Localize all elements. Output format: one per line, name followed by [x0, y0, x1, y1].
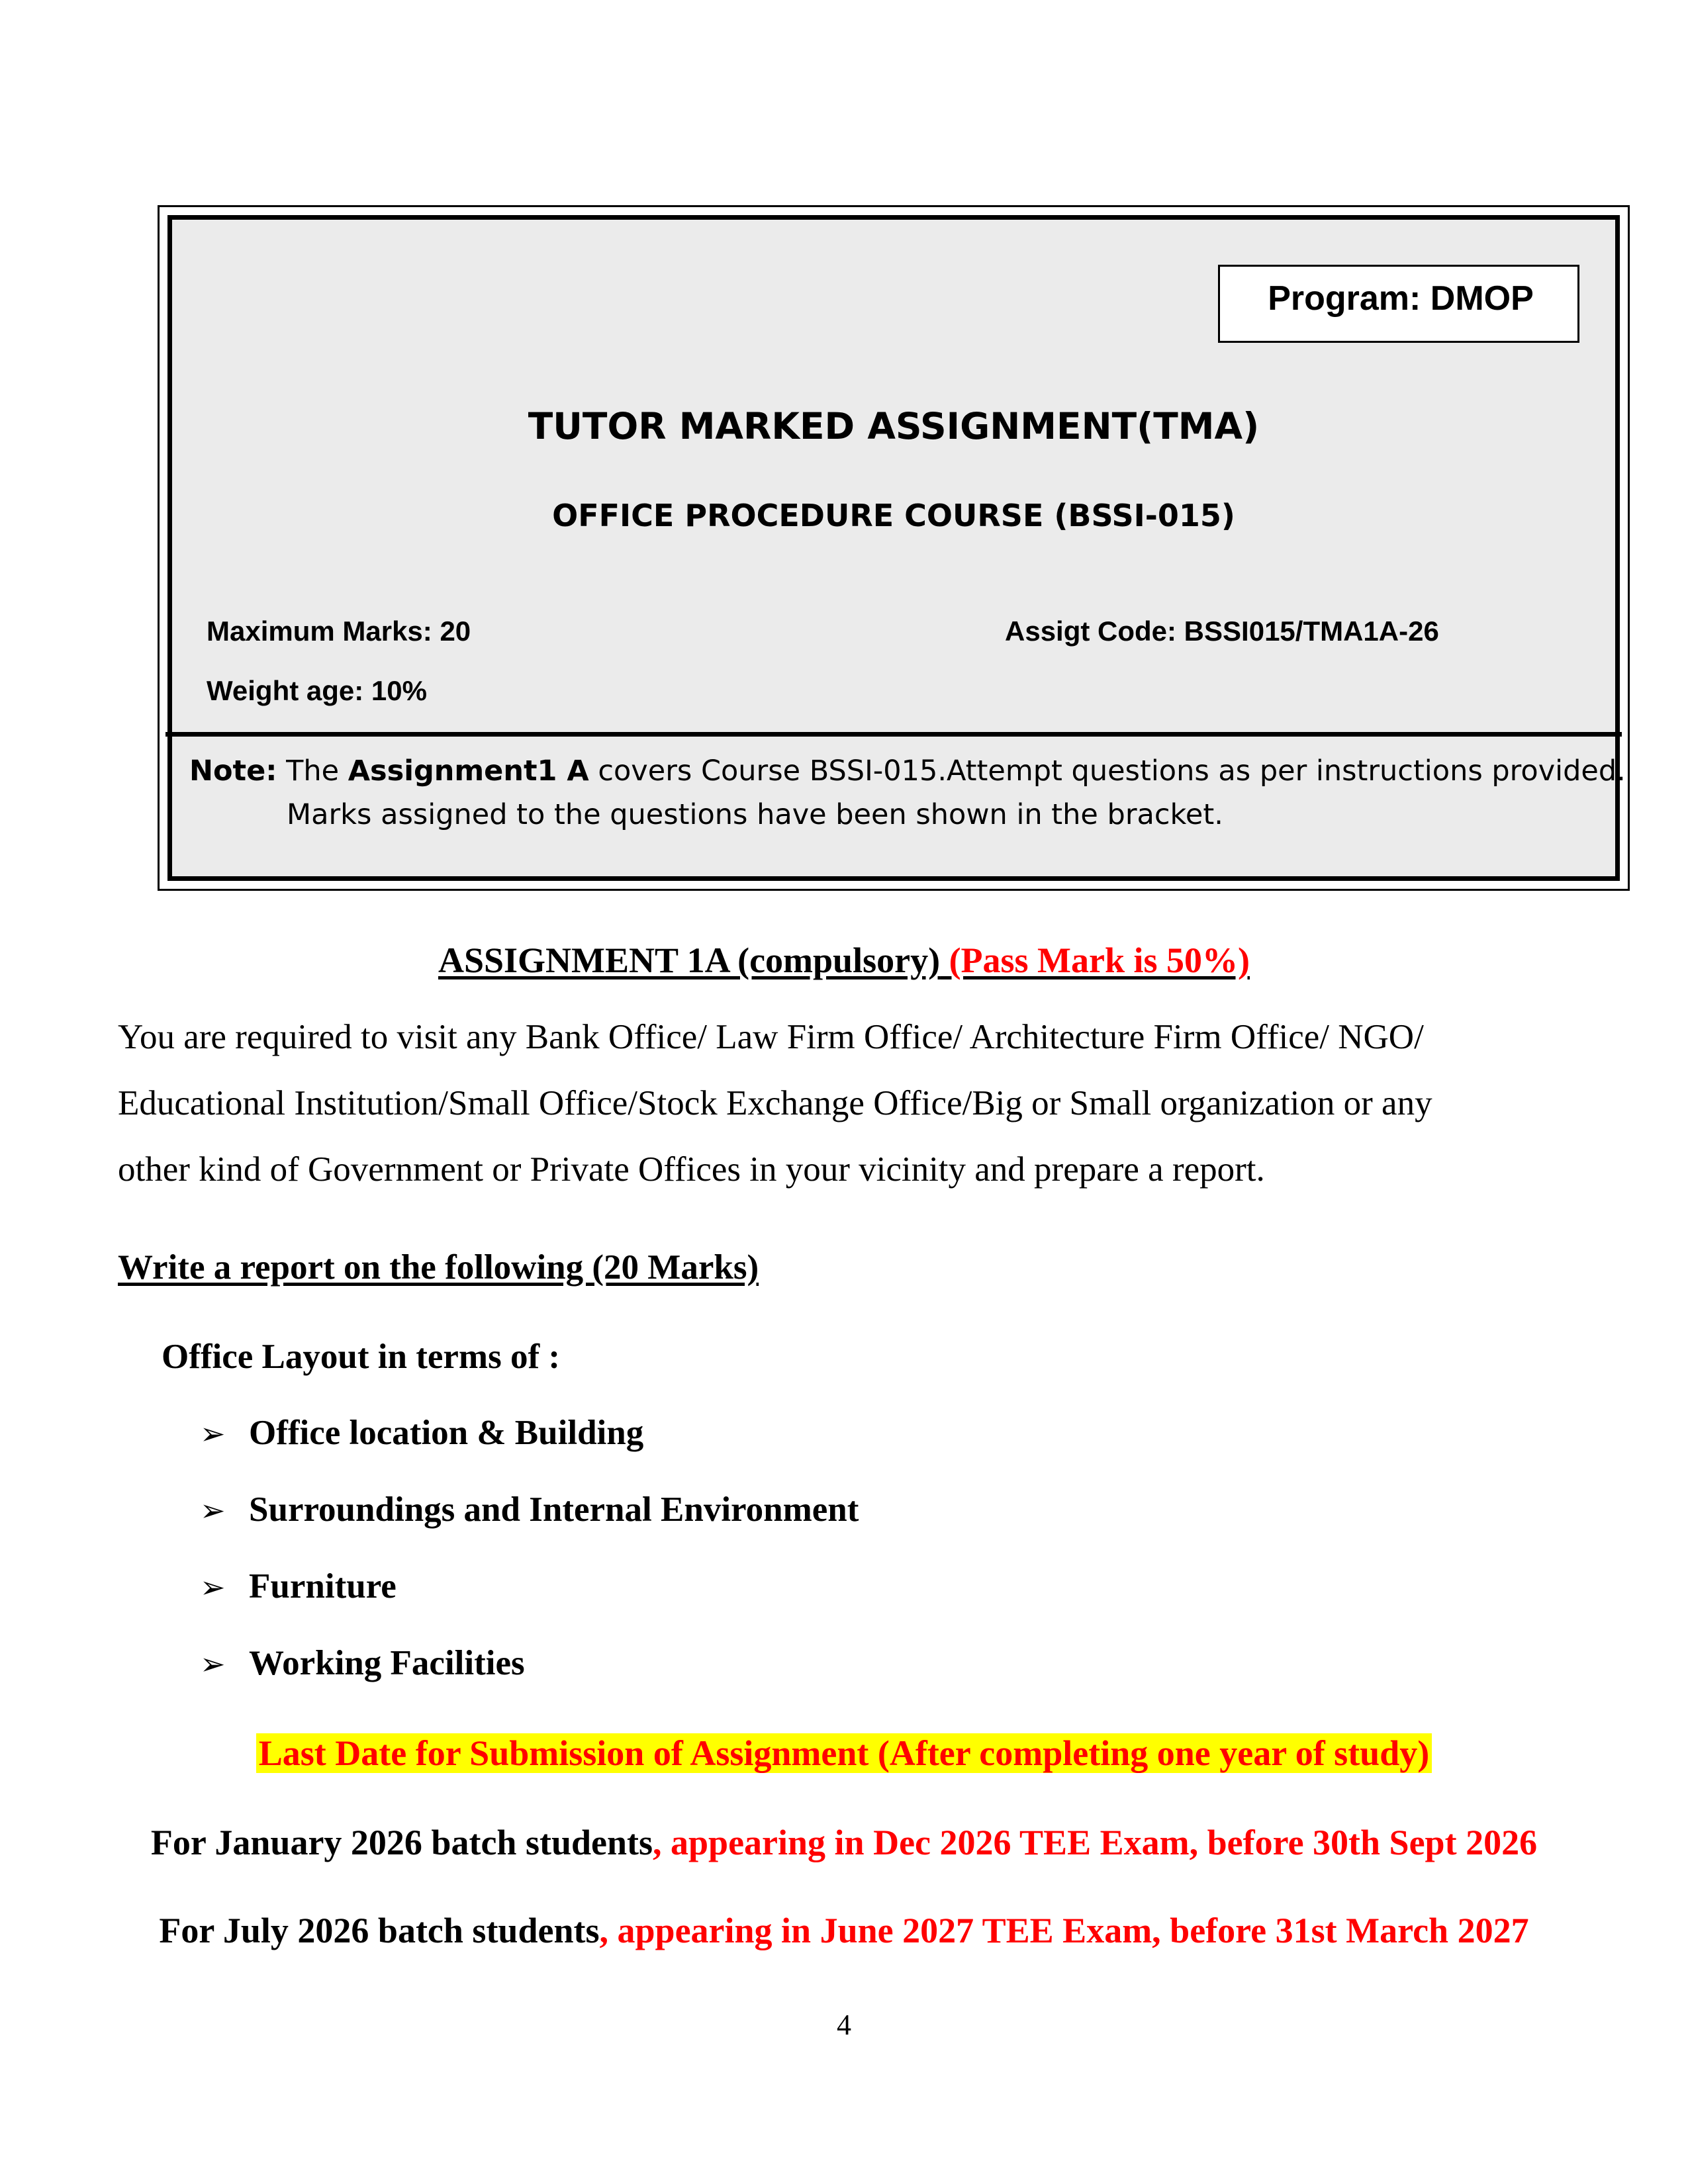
program-label: Program: DMOP: [1268, 279, 1534, 318]
pass-mark: (Pass Mark is 50%): [940, 940, 1250, 980]
note-text-1: The: [277, 754, 348, 788]
batch-january-label: For January 2026 batch students: [150, 1823, 653, 1862]
arrow-bullet-icon: ➢: [200, 1492, 226, 1528]
intro-line-1: You are required to visit any Bank Office/ Law Firm Office/ Architecture Firm Office/ NGO/: [118, 1018, 1424, 1056]
deadline-heading: [0, 1733, 1688, 1774]
arrow-bullet-icon: ➢: [200, 1646, 226, 1682]
maximum-marks: Maximum Marks: 20: [207, 615, 471, 647]
list-item-label: Surroundings and Internal Environment: [249, 1490, 859, 1529]
arrow-bullet-icon: ➢: [200, 1416, 226, 1451]
list-item: [200, 1567, 397, 1606]
office-layout-heading: Office Layout in terms of :: [162, 1338, 560, 1376]
program-box: [1218, 265, 1579, 343]
list-item-label: Working Facilities: [249, 1644, 525, 1682]
list-item: [200, 1413, 643, 1453]
note-line-2: Marks assigned to the questions have been shown in the bracket.: [287, 798, 1223, 831]
tma-title: TUTOR MARKED ASSIGNMENT(TMA): [528, 405, 1260, 447]
intro-line-3: other kind of Government or Private Offices in your vicinity and prepare a report.: [118, 1150, 1265, 1189]
note-assignment-name: Assignment1 A: [348, 754, 589, 788]
note-divider: [165, 732, 1622, 737]
deadline-highlight: Last Date for Submission of Assignment (After completing one year of study): [256, 1733, 1432, 1773]
arrow-bullet-icon: ➢: [200, 1569, 226, 1605]
weightage: Weight age: 10%: [207, 675, 427, 706]
list-item: [200, 1490, 859, 1529]
report-heading: Write a report on the following (20 Marks): [118, 1248, 759, 1287]
batch-july-label: For July 2026 batch students: [159, 1911, 600, 1950]
intro-line-2: Educational Institution/Small Office/Stock Exchange Office/Big or Small organization or any: [118, 1084, 1432, 1122]
list-item: [200, 1643, 525, 1683]
batch-january-detail: , appearing in Dec 2026 TEE Exam, before 30th Sept 2026: [653, 1823, 1538, 1862]
course-title: OFFICE PROCEDURE COURSE (BSSI-015): [552, 498, 1235, 533]
assignment-code: Assigt Code: BSSI015/TMA1A-26: [1005, 615, 1439, 647]
note-text-2: covers Course BSSI-015.Attempt questions as per instructions provided.: [588, 754, 1626, 788]
batch-july: [0, 1910, 1688, 1951]
page-number: 4: [837, 2009, 851, 2041]
list-item-label: Office location & Building: [249, 1414, 644, 1452]
assignment-heading: [0, 940, 1688, 981]
note-line-1: [189, 754, 1626, 788]
batch-january: [0, 1822, 1688, 1863]
list-item-label: Furniture: [249, 1567, 397, 1606]
batch-july-detail: , appearing in June 2027 TEE Exam, before 31st March 2027: [599, 1911, 1529, 1950]
assignment-title: ASSIGNMENT 1A (compulsory): [438, 940, 941, 980]
note-label: Note:: [189, 754, 277, 788]
